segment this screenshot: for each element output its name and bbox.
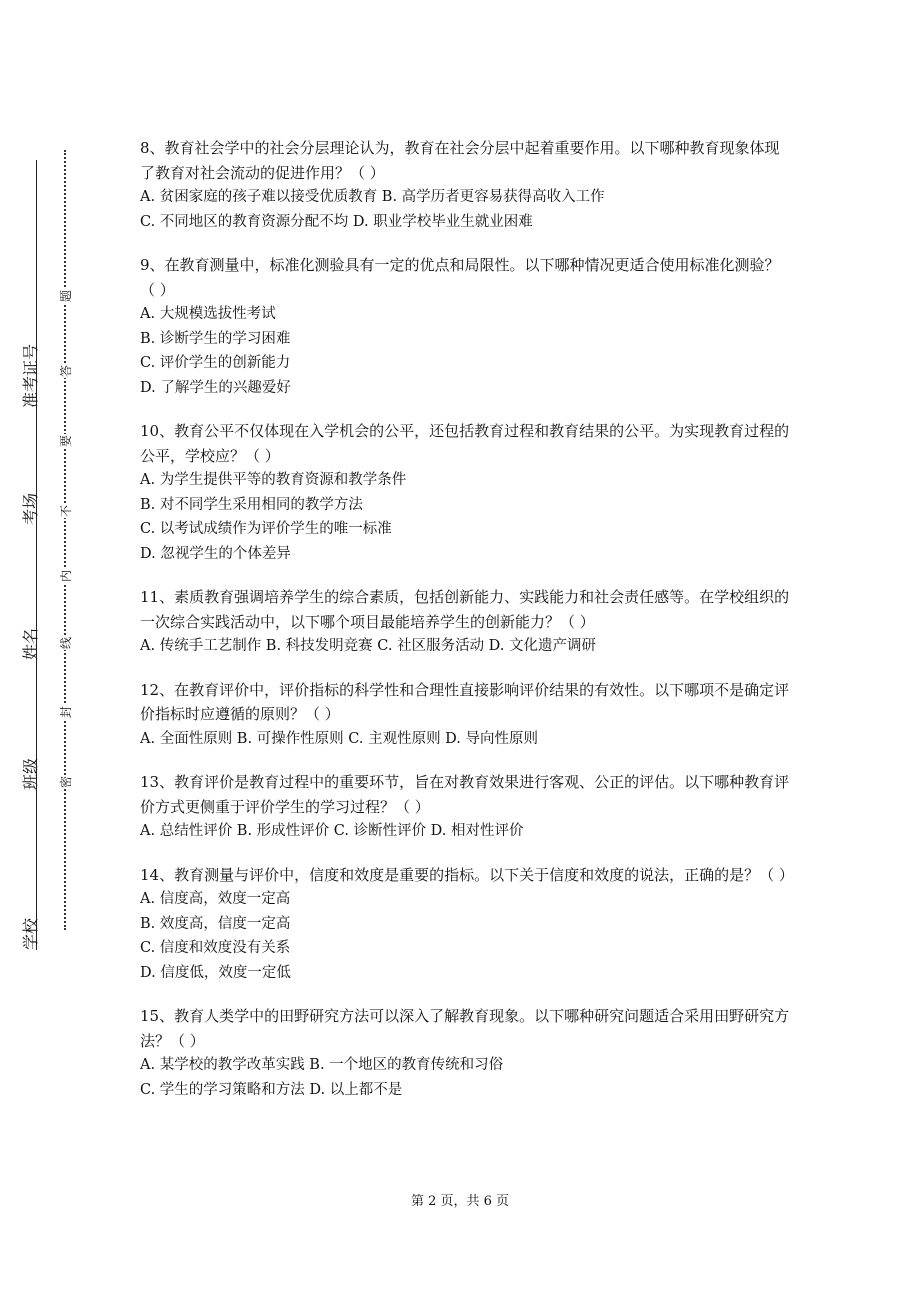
question-option: A. 信度高，效度一定高 bbox=[140, 891, 291, 907]
question-12 bbox=[140, 678, 790, 752]
seal-dotted-line bbox=[64, 150, 66, 930]
question-option: C. 信度和效度没有关系 bbox=[140, 940, 291, 956]
question-stem: 15、教育人类学中的田野研究方法可以深入了解教育现象。以下哪种研究问题适合采用田野研究方法？（ ） bbox=[140, 1007, 790, 1050]
seal-mark: 封 bbox=[59, 705, 74, 719]
label-exam-number: 准考证号 bbox=[21, 343, 40, 408]
question-option: A. 某学校的教学改革实践 B. 一个地区的教育传统和习俗 bbox=[140, 1057, 504, 1073]
binding-margin bbox=[0, 0, 110, 1302]
question-10 bbox=[140, 419, 790, 566]
question-option: C. 评价学生的创新能力 bbox=[140, 355, 291, 371]
seal-mark: 线 bbox=[59, 636, 74, 650]
label-exam-room: 考场 bbox=[21, 492, 40, 525]
question-option: B. 对不同学生采用相同的教学方法 bbox=[140, 496, 363, 513]
question-15 bbox=[140, 1004, 790, 1102]
binding-solid-line bbox=[36, 160, 37, 950]
seal-mark: 内 bbox=[59, 569, 74, 583]
question-11 bbox=[140, 585, 790, 659]
question-stem: 12、在教育评价中，评价指标的科学性和合理性直接影响评价结果的有效性。以下哪项不是确定评价指标时应遵循的原则？（ ） bbox=[140, 680, 790, 723]
question-option: A. 大规模选拔性考试 bbox=[140, 306, 276, 322]
page-footer: 第 2 页，共 6 页 bbox=[410, 1194, 510, 1209]
question-option: C. 以考试成绩作为评价学生的唯一标准 bbox=[140, 521, 392, 537]
label-class: 班级 bbox=[21, 757, 40, 790]
question-option: C. 不同地区的教育资源分配不均 D. 职业学校毕业生就业困难 bbox=[140, 213, 533, 230]
question-stem: 13、教育评价是教育过程中的重要环节，旨在对教育效果进行客观、公正的评估。以下哪种教育评价方式更侧重于评价学生的学习过程？（ ） bbox=[140, 773, 790, 816]
question-option: B. 诊断学生的学习困难 bbox=[140, 330, 291, 347]
label-name: 姓名 bbox=[21, 627, 40, 660]
seal-mark: 不 bbox=[59, 504, 74, 518]
question-stem: 11、素质教育强调培养学生的综合素质，包括创新能力、实践能力和社会责任感等。在学校组织的一次综合实践活动中，以下哪个项目最能培养学生的创新能力？（ ） bbox=[140, 588, 790, 631]
question-13 bbox=[140, 770, 790, 844]
question-14 bbox=[140, 863, 794, 986]
question-option: A. 为学生提供平等的教育资源和教学条件 bbox=[140, 472, 407, 488]
question-option: A. 传统手工艺制作 B. 科技发明竞赛 C. 社区服务活动 D. 文化遗产调研 bbox=[140, 638, 597, 654]
question-8 bbox=[140, 136, 790, 234]
question-option: D. 信度低，效度一定低 bbox=[140, 964, 291, 981]
question-stem: 14、教育测量与评价中，信度和效度是重要的指标。以下关于信度和效度的说法，正确的是？（ ） bbox=[140, 865, 794, 884]
question-option: A. 总结性评价 B. 形成性评价 C. 诊断性评价 D. 相对性评价 bbox=[140, 823, 524, 839]
question-stem: 9、在教育测量中，标准化测验具有一定的优点和局限性。以下哪种情况更适合使用标准化测验？（ ） bbox=[140, 256, 780, 299]
question-option: D. 忽视学生的个体差异 bbox=[140, 545, 291, 562]
question-stem: 8、教育社会学中的社会分层理论认为，教育在社会分层中起着重要作用。以下哪种教育现象体现了教育对社会流动的促进作用？（ ） bbox=[140, 139, 780, 182]
label-school: 学校 bbox=[21, 917, 40, 950]
question-list bbox=[140, 136, 794, 1121]
question-9 bbox=[140, 253, 790, 400]
seal-mark: 答 bbox=[59, 364, 74, 378]
seal-mark: 题 bbox=[59, 289, 74, 303]
question-option: B. 效度高，信度一定高 bbox=[140, 915, 291, 932]
question-stem: 10、教育公平不仅体现在入学机会的公平，还包括教育过程和教育结果的公平。为实现教育过程的公平，学校应？（ ） bbox=[140, 422, 790, 465]
question-option: C. 学生的学习策略和方法 D. 以上都不是 bbox=[140, 1081, 403, 1098]
question-option: A. 全面性原则 B. 可操作性原则 C. 主观性原则 D. 导向性原则 bbox=[140, 730, 539, 747]
seal-mark: 要 bbox=[59, 434, 74, 448]
question-option: A. 贫困家庭的孩子难以接受优质教育 B. 高学历者更容易获得高收入工作 bbox=[140, 189, 605, 205]
question-option: D. 了解学生的兴趣爱好 bbox=[140, 379, 291, 396]
seal-mark: 密 bbox=[59, 775, 74, 789]
